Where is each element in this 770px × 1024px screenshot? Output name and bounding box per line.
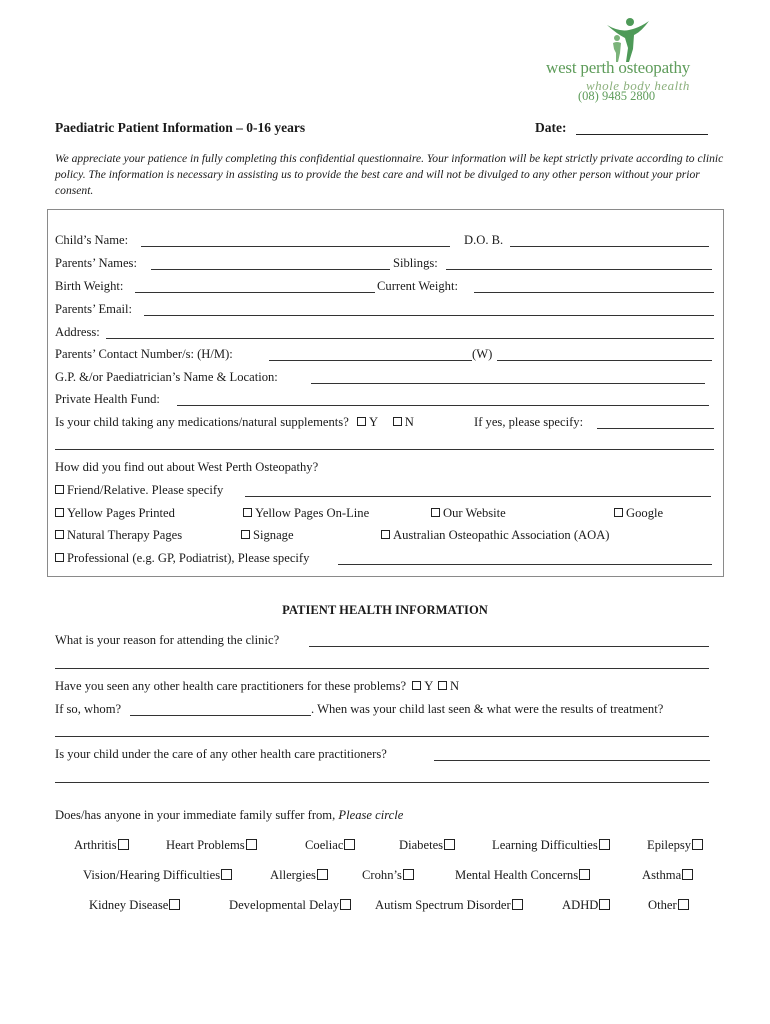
family-history-label: Does/has anyone in your immediate family suffer from, [55,808,336,822]
referral-signage [241,528,294,543]
condition-checkbox [599,899,610,910]
logo-phone: (08) 9485 2800 [578,89,656,103]
birth-weight-field[interactable] [135,292,375,293]
referral-natural-therapy [55,528,182,543]
gp-label: G.P. &/or Paediatrician’s Name & Location: [55,370,278,384]
condition-checkbox [340,899,351,910]
medications-no-label: N [404,415,414,429]
condition-checkbox [444,839,455,850]
condition-item[interactable]: Autism Spectrum Disorder [375,898,523,913]
condition-item[interactable]: Diabetes [399,838,455,853]
other-practitioners-question [55,679,459,694]
other-practitioners-yes-label: Y [424,679,433,693]
condition-checkbox [118,839,129,850]
condition-item[interactable]: Developmental Delay [229,898,351,913]
reason-field[interactable] [309,646,709,647]
parents-email-field[interactable] [144,315,714,316]
referral-professional [55,551,309,566]
referral-yp-online-label: Yellow Pages On-Line [255,506,370,520]
condition-item[interactable]: Kidney Disease [89,898,180,913]
parents-names-field[interactable] [151,269,390,270]
parents-names-label: Parents’ Names: [55,256,137,270]
if-yes-field[interactable] [597,428,714,429]
siblings-field[interactable] [446,269,712,270]
referral-natural-therapy-checkbox[interactable] [55,530,64,539]
referral-friend-checkbox[interactable] [55,485,64,494]
gp-field[interactable] [311,383,705,384]
siblings-label: Siblings: [393,256,438,270]
condition-checkbox [169,899,180,910]
referral-signage-label: Signage [253,528,294,542]
condition-checkbox [344,839,355,850]
reason-extra-field[interactable] [55,668,709,669]
condition-checkbox [692,839,703,850]
under-care-field[interactable] [434,760,710,761]
condition-checkbox [579,869,590,880]
referral-question: How did you find out about West Perth Osteopathy? [55,460,319,474]
condition-item[interactable]: Heart Problems [166,838,257,853]
condition-checkbox [678,899,689,910]
contact-work-field[interactable] [497,360,712,361]
condition-item[interactable]: Coeliac [305,838,355,853]
condition-item[interactable]: Learning Difficulties [492,838,610,853]
current-weight-field[interactable] [474,292,714,293]
family-history-question [55,808,403,823]
other-practitioners-label: Have you seen any other health care practitioners for these problems? [55,679,407,693]
medications-yes-label: Y [368,415,378,429]
referral-aoa [381,528,610,543]
reason-label: What is your reason for attending the clinic? [55,633,280,647]
referral-friend-field[interactable] [245,496,711,497]
referral-natural-therapy-label: Natural Therapy Pages [67,528,183,542]
condition-checkbox [682,869,693,880]
form-title: Paediatric Patient Information – 0-16 years [55,120,306,135]
date-field[interactable] [576,134,708,135]
parents-email-label: Parents’ Email: [55,302,133,316]
logo-name: west perth osteopathy [546,58,691,77]
referral-professional-checkbox[interactable] [55,553,64,562]
referral-friend [55,483,223,498]
birth-weight-label: Birth Weight: [55,279,124,293]
condition-item[interactable]: Other [648,898,689,913]
referral-aoa-label: Australian Osteopathic Association (AOA) [393,528,610,542]
medications-question [55,415,414,430]
condition-item[interactable]: Arthritis [74,838,129,853]
referral-website-label: Our Website [443,506,506,520]
address-label: Address: [55,325,100,339]
childs-name-label: Child’s Name: [55,233,129,247]
referral-yp-online-checkbox[interactable] [243,508,252,517]
other-practitioners-no-checkbox[interactable] [438,681,447,690]
other-practitioners-yes-checkbox[interactable] [412,681,421,690]
other-practitioners-no-label: N [450,679,460,693]
dob-field[interactable] [510,246,709,247]
condition-item[interactable]: Crohn’s [362,868,414,883]
referral-website [431,506,506,521]
date-label: Date: [535,120,567,135]
medications-label: Is your child taking any medications/natural supplements? [55,415,349,429]
referral-aoa-checkbox[interactable] [381,530,390,539]
condition-checkbox [246,839,257,850]
address-field[interactable] [106,338,714,339]
if-so-label: If so, whom? [55,702,122,716]
under-care-label: Is your child under the care of any other health care practitioners? [55,747,387,761]
childs-name-field[interactable] [141,246,450,247]
referral-yp-printed [55,506,175,521]
condition-item[interactable]: Epilepsy [647,838,703,853]
condition-checkbox [403,869,414,880]
logo-tagline: whole body health [586,78,690,93]
referral-signage-checkbox[interactable] [241,530,250,539]
please-circle-note: Please circle [338,808,404,822]
last-seen-label: . When was your child last seen & what were the results of treatment? [311,702,664,716]
contact-label: Parents’ Contact Number/s: (H/M): [55,347,233,361]
referral-website-checkbox[interactable] [431,508,440,517]
referral-yp-printed-checkbox[interactable] [55,508,64,517]
referral-google [614,506,663,521]
medications-no-checkbox[interactable] [393,417,402,426]
logo-figure-icon [603,16,651,64]
contact-home-field[interactable] [269,360,472,361]
referral-yp-online [243,506,369,521]
referral-friend-label: Friend/Relative. Please specify [67,483,224,497]
referral-google-checkbox[interactable] [614,508,623,517]
condition-item[interactable]: Vision/Hearing Difficulties [83,868,232,883]
condition-item[interactable]: Allergies [270,868,328,883]
under-care-extra-field[interactable] [55,782,709,783]
condition-checkbox [221,869,232,880]
if-so-field[interactable] [130,715,311,716]
condition-item[interactable]: Asthma [642,868,693,883]
health-fund-field[interactable] [177,405,709,406]
condition-checkbox [512,899,523,910]
condition-checkbox [317,869,328,880]
medications-extra-field[interactable] [55,449,714,450]
referral-professional-field[interactable] [338,564,712,565]
referral-google-label: Google [626,506,664,520]
condition-item[interactable]: Mental Health Concerns [455,868,590,883]
intro-paragraph: We appreciate your patience in fully completing this confidential questionnaire. Your information will be kept strictly private according to clinic policy. The information is necessary in assisting us to provide the best care and will not be divulged to any other person without your prior consent. [55,152,724,197]
health-section-title: PATIENT HEALTH INFORMATION [282,603,488,617]
condition-checkbox [599,839,610,850]
medications-yes-checkbox[interactable] [357,417,366,426]
condition-item[interactable]: ADHD [562,898,610,913]
last-seen-field[interactable] [55,736,709,737]
current-weight-label: Current Weight: [377,279,458,293]
health-fund-label: Private Health Fund: [55,392,160,406]
if-yes-label: If yes, please specify: [474,415,584,429]
work-label: (W) [472,347,493,361]
referral-yp-printed-label: Yellow Pages Printed [67,506,175,520]
dob-label: D.O. B. [464,233,504,247]
referral-professional-label: Professional (e.g. GP, Podiatrist), Please specify [67,551,310,565]
